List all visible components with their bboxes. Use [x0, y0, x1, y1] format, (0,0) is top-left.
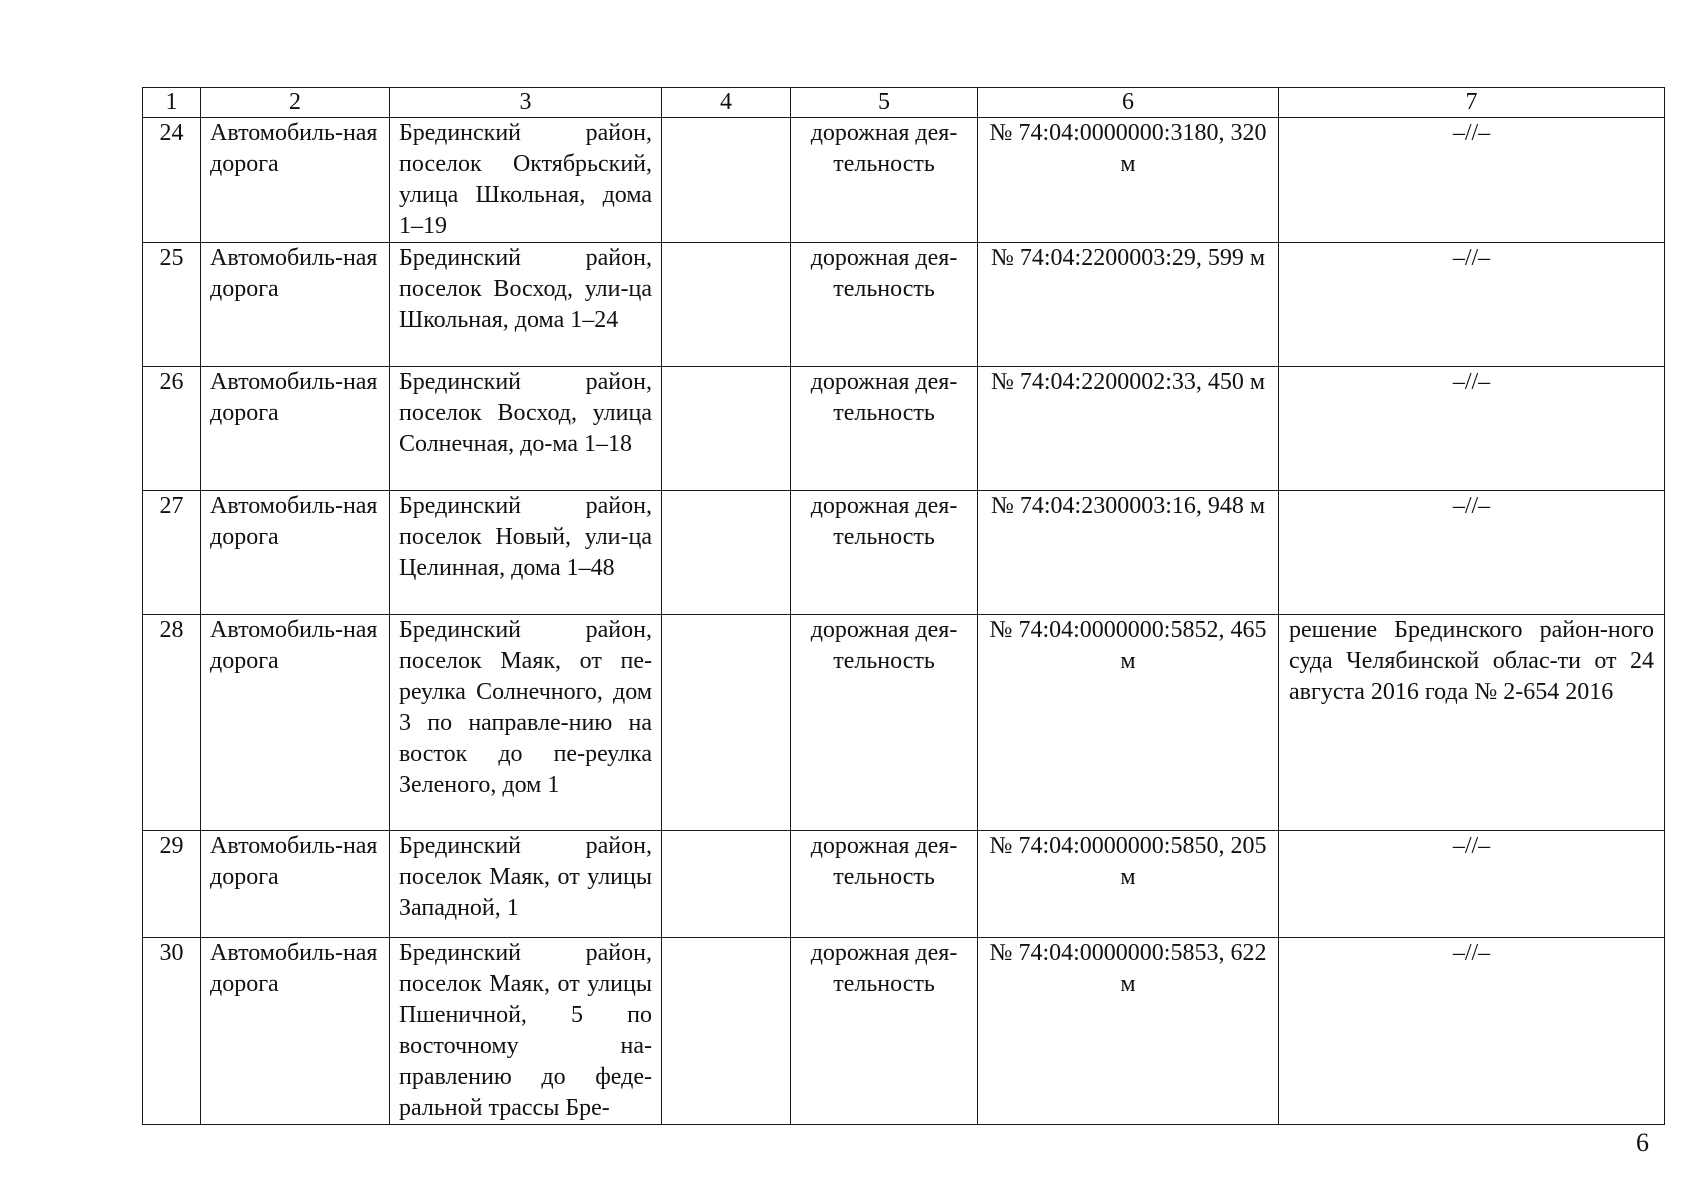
column-4-cell	[662, 367, 791, 491]
header-row	[143, 88, 1665, 118]
ownership-basis: –//–	[1279, 831, 1665, 938]
header-col-4: 4	[662, 88, 791, 118]
row-number: 30	[143, 938, 201, 1125]
object-type: Автомобиль-ная дорога	[201, 367, 390, 491]
column-4-cell	[662, 243, 791, 367]
page-number: 6	[1636, 1128, 1649, 1157]
header-col-6: 6	[978, 88, 1279, 118]
header-col-2: 2	[201, 88, 390, 118]
header-col-1: 1	[143, 88, 201, 118]
object-location: Брединский район, поселок Октябрьский, улица Школьная, дома 1–19	[390, 118, 662, 243]
object-purpose: дорожная дея-тельность	[791, 831, 978, 938]
table-row	[143, 615, 1665, 831]
object-type: Автомобиль-ная дорога	[201, 243, 390, 367]
object-location: Брединский район, поселок Восход, ули-ца Школьная, дома 1–24	[390, 243, 662, 367]
row-number: 29	[143, 831, 201, 938]
registry-table	[142, 87, 1665, 1125]
table-row	[143, 118, 1665, 243]
header-col-3: 3	[390, 88, 662, 118]
row-number: 25	[143, 243, 201, 367]
table-row	[143, 367, 1665, 491]
object-location: Брединский район, поселок Восход, улица Солнечная, до-ма 1–18	[390, 367, 662, 491]
table-row	[143, 491, 1665, 615]
cadastral-number: № 74:04:0000000:5853, 622 м	[978, 938, 1279, 1125]
table-row	[143, 243, 1665, 367]
column-4-cell	[662, 615, 791, 831]
column-4-cell	[662, 831, 791, 938]
object-purpose: дорожная дея-тельность	[791, 367, 978, 491]
ownership-basis: –//–	[1279, 243, 1665, 367]
object-type: Автомобиль-ная дорога	[201, 118, 390, 243]
object-type: Автомобиль-ная дорога	[201, 938, 390, 1125]
ownership-basis: –//–	[1279, 367, 1665, 491]
row-number: 24	[143, 118, 201, 243]
object-location: Брединский район, поселок Маяк, от улицы Пшеничной, 5 по восточному на-правлению до феде-ральной трассы Бре-	[390, 938, 662, 1125]
cadastral-number: № 74:04:0000000:5850, 205 м	[978, 831, 1279, 938]
ownership-basis: –//–	[1279, 118, 1665, 243]
ownership-basis: –//–	[1279, 938, 1665, 1125]
object-purpose: дорожная дея-тельность	[791, 243, 978, 367]
header-col-5: 5	[791, 88, 978, 118]
object-purpose: дорожная дея-тельность	[791, 938, 978, 1125]
object-purpose: дорожная дея-тельность	[791, 615, 978, 831]
cadastral-number: № 74:04:0000000:5852, 465 м	[978, 615, 1279, 831]
header-col-7: 7	[1279, 88, 1665, 118]
object-purpose: дорожная дея-тельность	[791, 118, 978, 243]
column-4-cell	[662, 491, 791, 615]
object-type: Автомобиль-ная дорога	[201, 615, 390, 831]
object-type: Автомобиль-ная дорога	[201, 831, 390, 938]
cadastral-number: № 74:04:2200002:33, 450 м	[978, 367, 1279, 491]
cadastral-number: № 74:04:2300003:16, 948 м	[978, 491, 1279, 615]
row-number: 27	[143, 491, 201, 615]
cadastral-number: № 74:04:2200003:29, 599 м	[978, 243, 1279, 367]
ownership-basis: –//–	[1279, 491, 1665, 615]
object-purpose: дорожная дея-тельность	[791, 491, 978, 615]
table-row	[143, 831, 1665, 938]
cadastral-number: № 74:04:0000000:3180, 320 м	[978, 118, 1279, 243]
table-header	[143, 88, 1665, 118]
row-number: 28	[143, 615, 201, 831]
object-location: Брединский район, поселок Новый, ули-ца Целинная, дома 1–48	[390, 491, 662, 615]
row-number: 26	[143, 367, 201, 491]
table-body	[143, 118, 1665, 1125]
object-location: Брединский район, поселок Маяк, от пе-реулка Солнечного, дом 3 по направле-нию на восток до пе-реулка Зеленого, дом 1	[390, 615, 662, 831]
column-4-cell	[662, 118, 791, 243]
table-row	[143, 938, 1665, 1125]
column-4-cell	[662, 938, 791, 1125]
ownership-basis: решение Брединского район-ного суда Челябинской облас-ти от 24 августа 2016 года № 2-654 2016	[1279, 615, 1665, 831]
object-type: Автомобиль-ная дорога	[201, 491, 390, 615]
object-location: Брединский район, поселок Маяк, от улицы Западной, 1	[390, 831, 662, 938]
